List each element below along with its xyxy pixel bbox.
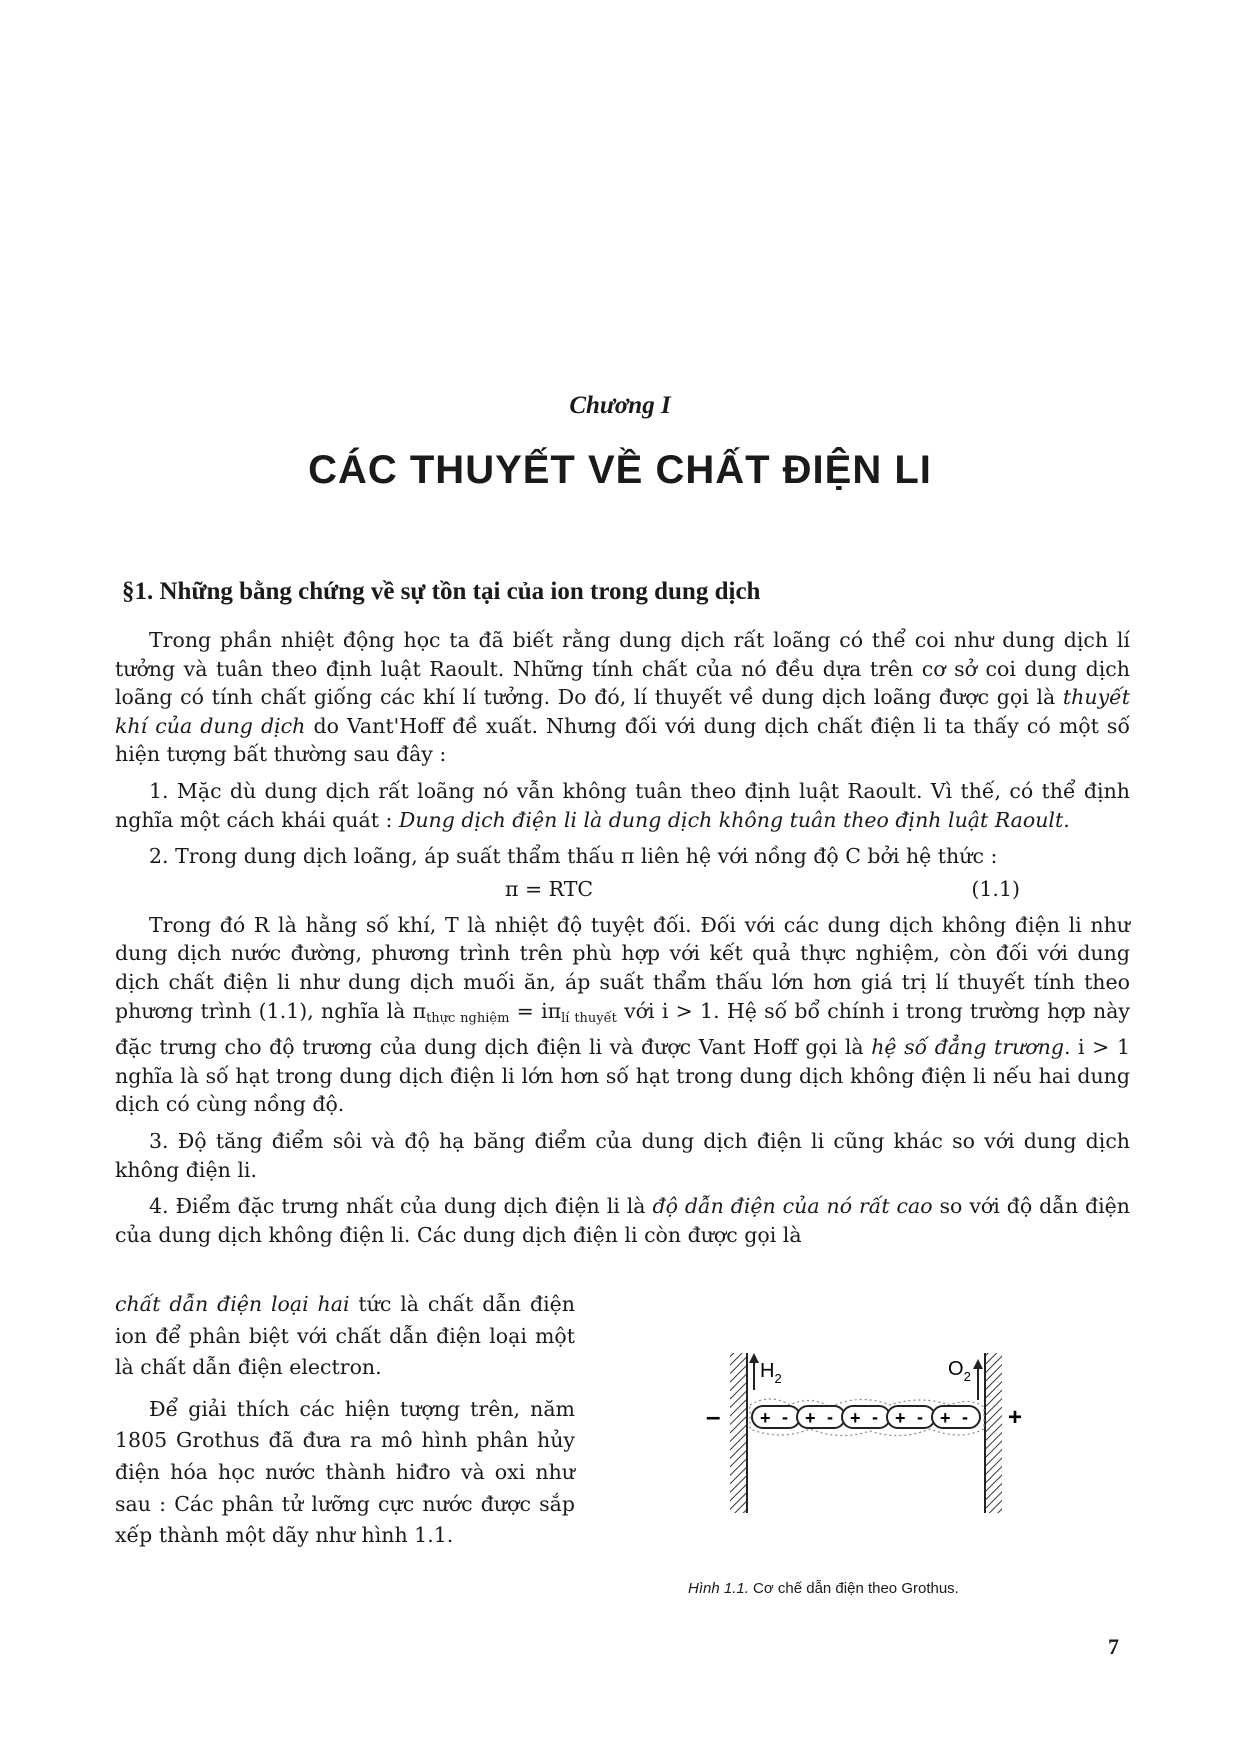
dipole-plus: +	[760, 1408, 771, 1428]
chapter-label: Chương I	[569, 392, 671, 419]
item-4-continuation: chất dẫn điện loại hai tức là chất dẫn điện ion để phân biệt với chất dẫn điện loại một là chất dẫn điện electron.	[115, 1292, 575, 1380]
dipole-plus: +	[940, 1408, 951, 1428]
dipole-plus: +	[850, 1408, 861, 1428]
o2-arrowhead	[973, 1359, 983, 1369]
dipole-minus: -	[872, 1407, 878, 1427]
water-dipole	[932, 1406, 980, 1428]
h2-label: $H_2$	[760, 1360, 782, 1386]
equation-number: (1.1)	[971, 876, 1020, 901]
water-dipole	[752, 1406, 800, 1428]
anode-plus: +	[1008, 1404, 1023, 1431]
h2-arrowhead	[749, 1353, 759, 1363]
equation-1-1	[115, 875, 1130, 911]
dipole-chain	[752, 1406, 980, 1428]
section-title: §1. Những bằng chứng về sự tồn tại của ion trong dung dịch	[122, 578, 761, 605]
item-4-paragraph-start: 4. Điểm đặc trưng nhất của dung dịch điện li là độ dẫn điện của nó rất cao so với độ dẫn điện của dung dịch không điện li. Các dung dịch điện li còn được gọi là	[115, 1194, 1131, 1247]
dipole-minus: -	[917, 1407, 923, 1427]
grothus-paragraph: Để giải thích các hiện tượng trên, năm 1805 Grothus đã đưa ra mô hình phân hủy điện hóa học nước thành hiđro và oxi như sau : Các phân tử lưỡng cực nước được sắp xếp thành một dãy như hình 1.1.	[115, 1396, 575, 1548]
anode-hatch	[986, 1353, 1002, 1513]
item-3-paragraph: 3. Độ tăng điểm sôi và độ hạ băng điểm của dung dịch điện li cũng khác so với dung dịch không điện li.	[115, 1128, 1130, 1182]
page-number: 7	[1108, 1634, 1119, 1659]
grothus-figure	[690, 1345, 1040, 1545]
item-2-continuation: Trong đó R là hằng số khí, T là nhiệt độ tuyệt đối. Đối với các dung dịch không điện li như dung dịch nước đường, phương trình trên phù hợp với kết quả thực nghiệm, còn đối với dung dịch chất điện li như dung dịch muối ăn, áp suất thẩm thấu lớn hơn giá trị lí thuyết tính theo phương trình (1.1), nghĩa là $\pi_{thực nghiệm} = i\pi_{lí thuyết}$ với i > 1. Hệ số bổ chính i trong trường hợp này đặc trưng cho độ trương của dung dịch điện li và được Vant Hoff gọi là hệ số đẳng trương. i > 1 nghĩa là số hạt trong dung dịch điện li lớn hơn số hạt trong dung dịch không điện li nếu hai dung dịch có cùng nồng độ.	[115, 912, 1130, 1117]
cathode-hatch	[730, 1353, 746, 1513]
o2-label: $O_2$	[948, 1358, 971, 1384]
left-column-text	[115, 1289, 575, 1552]
body-text	[115, 626, 1130, 1249]
cathode-minus: –	[706, 1401, 721, 1431]
chapter-title: CÁC THUYẾT VỀ CHẤT ĐIỆN LI	[308, 448, 932, 492]
water-dipole	[887, 1406, 935, 1428]
equation: π = RTC	[505, 876, 594, 901]
dipole-plus: +	[805, 1408, 816, 1428]
water-dipole	[797, 1406, 845, 1428]
dipole-minus: -	[827, 1407, 833, 1427]
figure-caption: Hình 1.1. Cơ chế dẫn điện theo Grothus.	[688, 1580, 959, 1597]
dipole-minus: -	[782, 1407, 788, 1427]
item-1-paragraph: 1. Mặc dù dung dịch rất loãng nó vẫn không tuân theo định luật Raoult. Vì thế, có thể định nghĩa một cách khái quát : Dung dịch điện li là dung dịch không tuân theo định luật Raoult.	[115, 778, 1130, 832]
water-dipole	[842, 1406, 890, 1428]
dipole-plus: +	[895, 1408, 906, 1428]
intro-paragraph: Trong phần nhiệt động học ta đã biết rằng dung dịch rất loãng có thể coi như dung dịch lí tưởng và tuân theo định luật Raoult. Những tính chất của nó đều dựa trên cơ sở coi dung dịch loãng có tính chất giống các khí lí tưởng. Do đó, lí thuyết về dung dịch loãng được gọi là thuyết khí của dung dịch do Vant'Hoff đề xuất. Nhưng đối với dung dịch chất điện li ta thấy có một số hiện tượng bất thường sau đây :	[115, 628, 1130, 767]
dipole-minus: -	[962, 1407, 968, 1427]
item-2-paragraph: 2. Trong dung dịch loãng, áp suất thẩm thấu π liên hệ với nồng độ C bởi hệ thức :	[149, 844, 998, 869]
